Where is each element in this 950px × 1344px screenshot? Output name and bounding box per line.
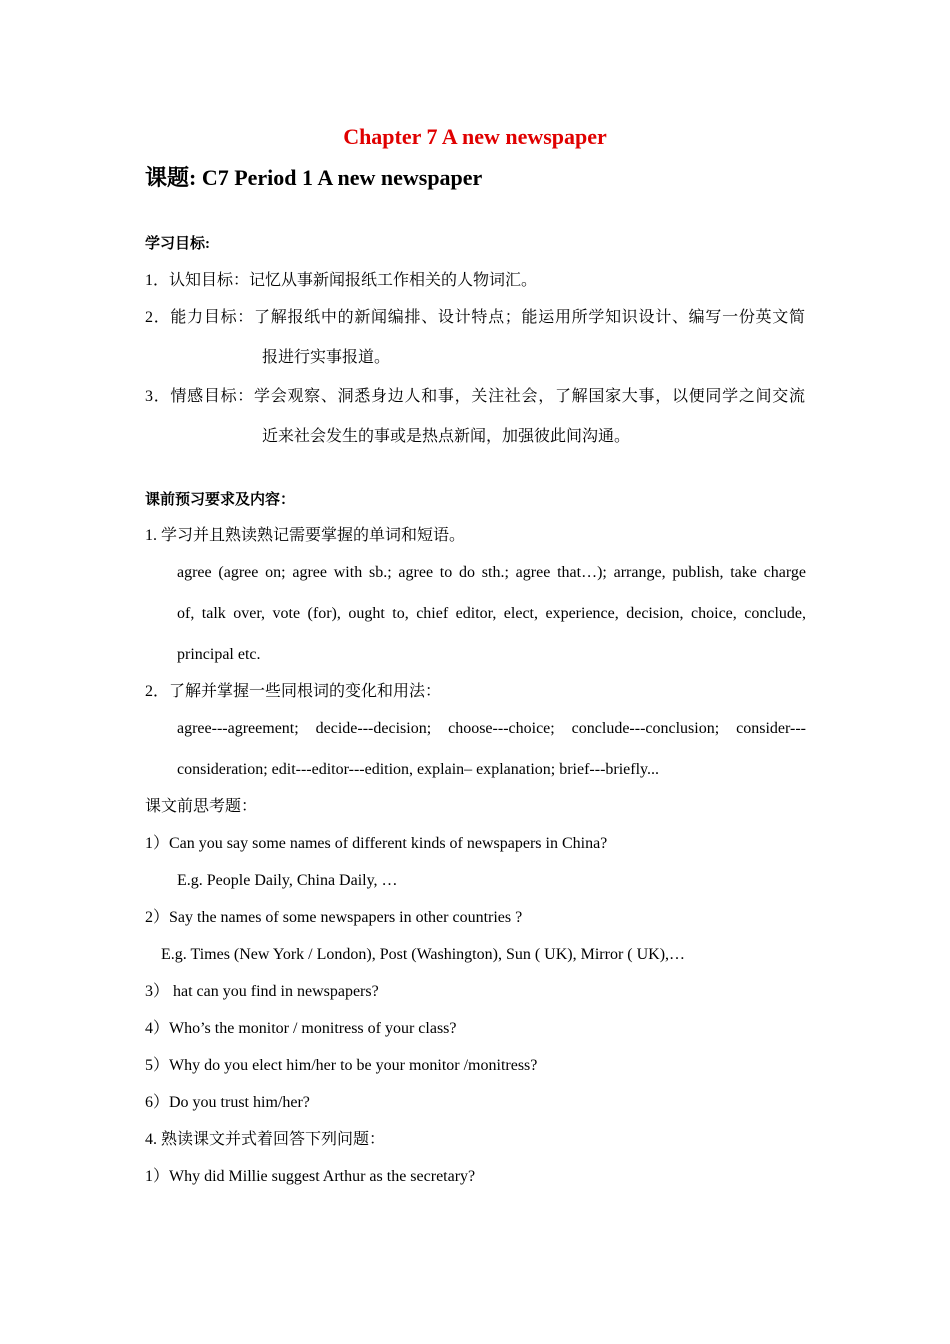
document-title: Chapter 7 A new newspaper [343, 124, 607, 149]
vocabulary-line-3: principal etc. [177, 646, 261, 663]
preview-requirement-1: 1. 学习并且熟读熟记需要掌握的单词和短语。 [145, 527, 466, 544]
reading-question-1: 1）Why did Millie suggest Arthur as the secretary? [145, 1168, 476, 1185]
question-2: 2）Say the names of some newspapers in other countries ? [145, 909, 523, 926]
objective-ability-line2: 报进行实事报道。 [262, 349, 391, 366]
question-6: 6）Do you trust him/her? [145, 1094, 310, 1111]
preview-requirement-4: 4. 熟读课文并式着回答下列问题： [145, 1131, 386, 1148]
vocabulary-line-2: of, talk over, vote (for), ought to, chief editor, elect, experience, decision, choice, conclude, [177, 605, 806, 622]
question-1-example: E.g. People Daily, China Daily, … [177, 872, 398, 889]
objective-emotion-line2: 近来社会发生的事或是热点新闻，加强彼此间沟通。 [262, 428, 631, 445]
question-2-example: E.g. Times (New York / London), Post (Washington), Sun ( UK), Mirror ( UK),… [161, 946, 686, 963]
objective-ability-line1: 2．能力目标：了解报纸中的新闻编排、设计特点；能运用所学知识设计、编写一份英文简 [145, 309, 805, 326]
word-roots-line-1: agree---agreement; decide---decision; choose---choice; conclude---conclusion; consider--- [177, 720, 806, 737]
thinking-questions-heading: 课文前思考题： [145, 798, 258, 815]
objectives-heading: 学习目标: [145, 236, 210, 252]
preview-heading: 课前预习要求及内容： [145, 492, 296, 508]
lesson-subject: 课题: C7 Period 1 A new newspaper [145, 165, 483, 190]
question-4: 4）Who’s the monitor / monitress of your class? [145, 1020, 457, 1037]
objective-emotion-line1: 3．情感目标：学会观察、洞悉身边人和事，关注社会，了解国家大事，以便同学之间交流 [145, 388, 805, 405]
objective-cognitive: 1．认知目标：记忆从事新闻报纸工作相关的人物词汇。 [145, 272, 538, 289]
question-3: 3） hat can you find in newspapers? [145, 983, 379, 1000]
question-1: 1）Can you say some names of different kinds of newspapers in China? [145, 835, 608, 852]
preview-requirement-2: 2．了解并掌握一些同根词的变化和用法： [145, 683, 442, 700]
word-roots-line-2: consideration; edit---editor---edition, explain– explanation; brief---briefly... [177, 761, 660, 778]
question-5: 5）Why do you elect him/her to be your monitor /monitress? [145, 1057, 538, 1074]
vocabulary-line-1: agree (agree on; agree with sb.; agree to do sth.; agree that…); arrange, publish, take charge [177, 564, 806, 581]
